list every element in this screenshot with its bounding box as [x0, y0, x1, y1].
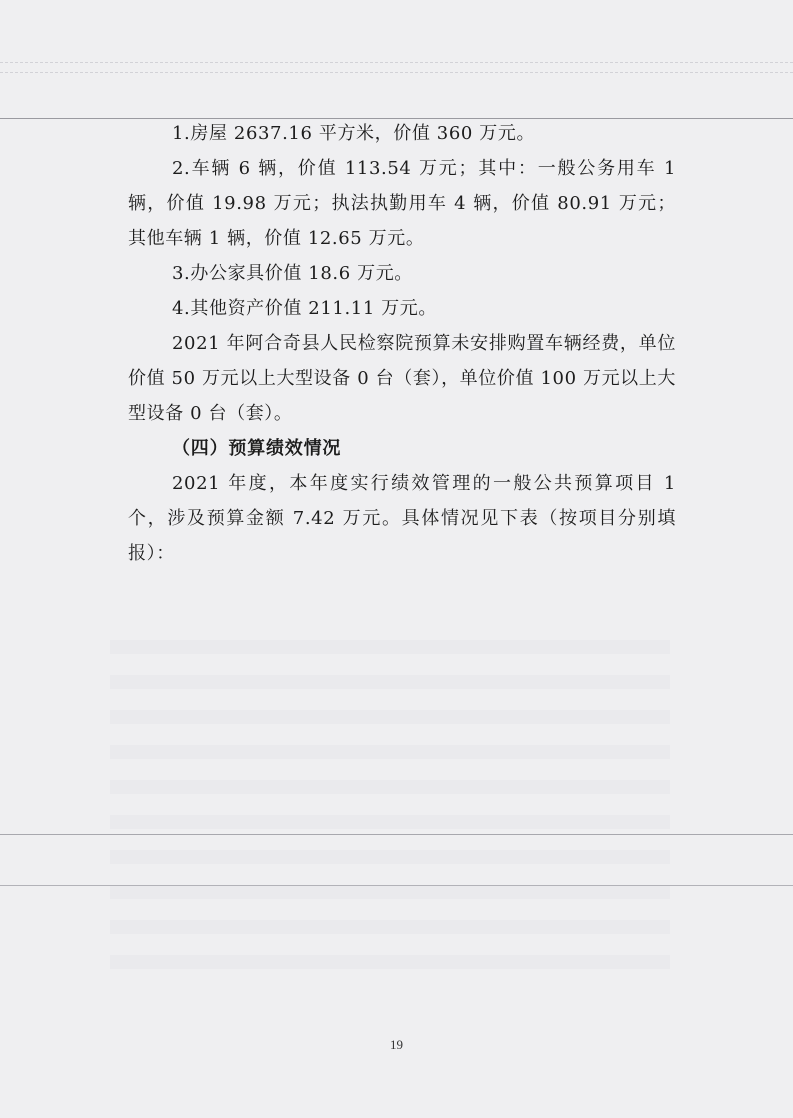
asset-other-paragraph: 4.其他资产价值 211.11 万元。	[172, 298, 437, 319]
page-number: 19	[390, 1037, 403, 1052]
scan-rule-line	[0, 885, 793, 886]
performance-paragraph: 2021 年度，本年度实行绩效管理的一般公共预算项目 1 个，涉及预算金额 7.42 万元。具体情况见下表（按项目分别填报）：	[128, 473, 676, 564]
asset-furniture-paragraph: 3.办公家具价值 18.6 万元。	[172, 263, 413, 284]
scan-rule-line	[0, 834, 793, 835]
document-body	[128, 116, 676, 571]
asset-house-paragraph: 1.房屋 2637.16 平方米，价值 360 万元。	[172, 123, 536, 144]
scan-artifact-line	[0, 62, 793, 63]
show-through-background	[110, 640, 670, 970]
section-heading: （四）预算绩效情况	[172, 438, 342, 459]
asset-vehicle-paragraph: 2.车辆 6 辆，价值 113.54 万元；其中：一般公务用车 1 辆，价值 19.98 万元；执法执勤用车 4 辆，价值 80.91 万元；其他车辆 1 辆，价值 12.65 万元。	[128, 158, 676, 249]
scan-artifact-line	[0, 72, 793, 73]
vehicle-equipment-paragraph: 2021 年阿合奇县人民检察院预算未安排购置车辆经费，单位价值 50 万元以上大型设备 0 台（套），单位价值 100 万元以上大型设备 0 台（套）。	[128, 333, 676, 424]
